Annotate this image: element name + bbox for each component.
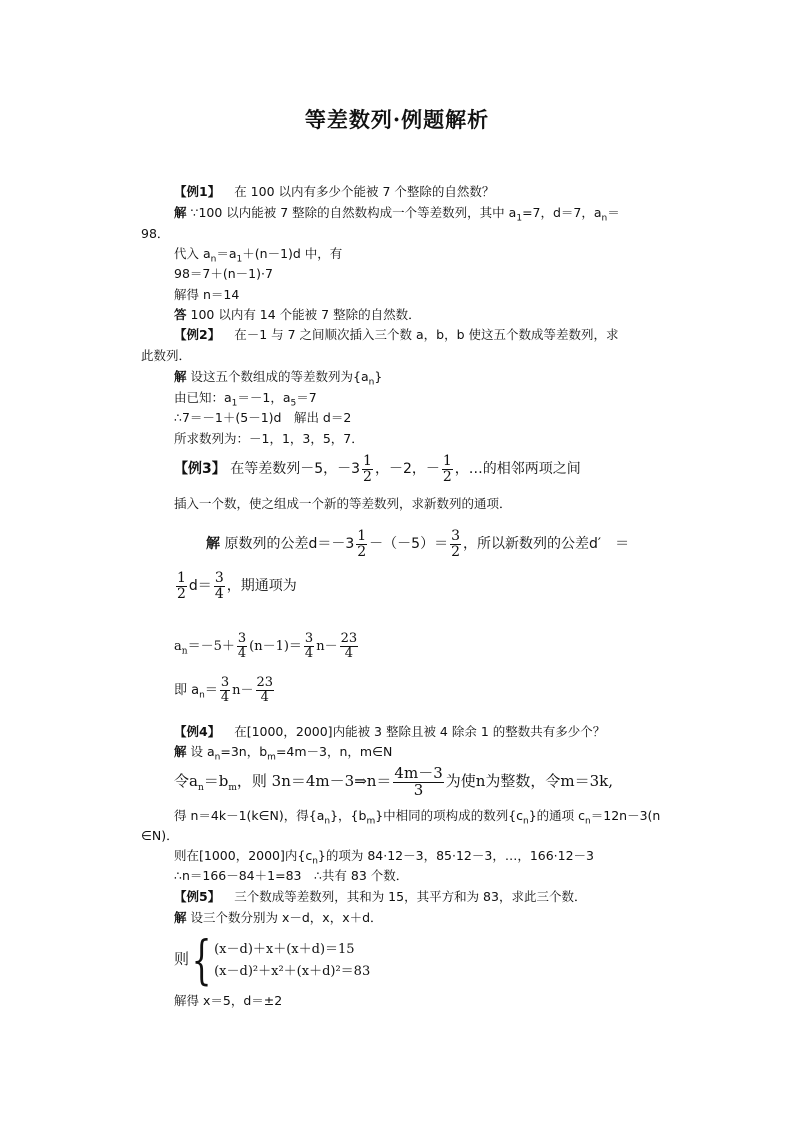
ex3-formula-c: (n－1)＝ <box>249 639 302 654</box>
ex2-solution-line <box>174 369 382 391</box>
ex4-sol-c: =4m－3，n，m∈N <box>275 744 393 759</box>
ex2-derive: ∴7＝－1＋(5－1)d 解出 d＝2 <box>174 410 352 425</box>
ex5-result: 解得 x＝5，d＝±2 <box>174 993 283 1008</box>
ex1-solution-line <box>174 205 620 227</box>
sub: m <box>267 752 276 763</box>
ex2-question: 在－1 与 7 之间顺次插入三个数 a，b，b 使这五个数成等差数列，求 <box>234 327 619 342</box>
ex3-sol-c: ，所以新数列的公差d′ ＝ <box>463 536 630 552</box>
ex3-formula-d: n－ <box>316 639 338 654</box>
ex5-solution-line <box>174 910 383 926</box>
ex3-ji <box>174 672 276 715</box>
ex3-sol-a: 原数列的公差d＝－3 <box>224 536 355 552</box>
sub: n <box>214 752 221 763</box>
ex2-result: 所求数列为：－1，1，3，5，7． <box>174 431 364 446</box>
ex3-tag: 【例3】 <box>174 461 226 477</box>
ex2-sol-close: } <box>374 369 383 384</box>
ex4-sol-a: 设 a <box>190 744 215 759</box>
ex2-known-c: ＝7 <box>296 390 317 405</box>
ex1-equation: 98＝7＋(n－1)·7 <box>174 266 273 281</box>
sub: n <box>210 254 217 265</box>
ex3-q-c: ，…的相邻两项之间 <box>454 461 581 477</box>
ex1-sol-tail2: ＝ <box>607 205 620 220</box>
ex1-question: 在 100 以内有多少个能被 7 个整除的自然数？ <box>234 184 495 199</box>
fraction: $\frac{3}{4}$ <box>304 631 314 661</box>
fraction: $\frac{3}{2}$ <box>451 527 461 560</box>
fraction: $\frac{4m-3}{3}$ <box>394 763 443 799</box>
ex3-formula-a: a <box>174 639 182 654</box>
ex4-solution-line <box>174 744 392 766</box>
ex5-eq1: (x－d)＋x＋(x＋d)＝15 <box>214 941 355 957</box>
ex1-sub-line <box>174 246 342 268</box>
ex1-ans-text: 100 以内有 14 个能被 7 整除的自然数． <box>190 307 421 322</box>
ex5-tag: 【例5】 <box>174 889 221 904</box>
ex3-ji-a: 即 a <box>174 683 200 698</box>
ex4-range-a: 则在[1000，2000]内{c <box>174 848 313 863</box>
ex5-sol-label: 解 <box>174 910 187 925</box>
ex1-sol-label: 解 <box>174 205 187 220</box>
ex4-sol-label: 解 <box>174 744 187 759</box>
ex3-solution-line <box>206 526 629 562</box>
ex4-wrap: ∈N)． <box>141 828 179 843</box>
sub: 1 <box>236 254 243 265</box>
fraction: $\frac{23}{4}$ <box>256 675 274 705</box>
sub: n <box>585 816 591 827</box>
equation-system <box>214 939 370 983</box>
fraction: $\frac{1}{2}$ <box>177 569 186 602</box>
ex4-de-d: }的通项 c <box>528 808 586 823</box>
ex4-de-e: ＝12n－3(n <box>590 808 661 823</box>
sub: 5 <box>290 398 297 409</box>
ex1-sol-text: ∵100 以内能被 7 整除的自然数构成一个等差数列，其中 a <box>190 205 517 220</box>
ex3-question-line <box>174 452 581 486</box>
ex2-known-b: ＝－1，a <box>237 390 291 405</box>
fraction: $\frac{1}{2}$ <box>357 527 367 560</box>
ex3-formula <box>174 628 360 671</box>
ex1-result: 解得 n＝14 <box>174 287 240 302</box>
sub: n <box>181 646 188 657</box>
ex1-sub-b: ＝a <box>216 246 237 261</box>
sub: m <box>228 783 237 793</box>
ex5-question-line <box>174 889 586 905</box>
ex4-ling-c: ，则 3n＝4m－3⇒n＝ <box>236 772 392 790</box>
ex3-wrap: 插入一个数，使之组成一个新的等差数列，求新数列的通项． <box>174 496 512 511</box>
ex4-ling-d: 为使n为整数，令m＝3k, <box>445 772 614 790</box>
ex4-range-b: }的项为 84·12－3，85·12－3，…，166·12－3 <box>317 848 595 863</box>
ex4-ling-a: 令a <box>174 772 198 790</box>
ex1-wrap: 98． <box>141 226 170 241</box>
ex2-wrap: 此数列． <box>141 348 192 363</box>
ex3-q-a: 在等差数列－5，－3 <box>230 461 361 477</box>
ex3-line2-a: d＝ <box>188 578 212 594</box>
fraction: $\frac{3}{4}$ <box>220 675 230 705</box>
ex4-ling-b: ＝b <box>203 772 229 790</box>
fraction: $\frac{3}{4}$ <box>237 631 247 661</box>
ex4-tag: 【例4】 <box>174 724 221 739</box>
ex4-question: 在[1000，2000]内能被 3 整除且被 4 除余 1 的整数共有多少个？ <box>234 724 606 739</box>
ex5-question: 三个数成等差数列，其和为 15，其平方和为 83，求此三个数． <box>234 889 587 904</box>
sub: n <box>601 213 608 224</box>
sub: 1 <box>516 213 523 224</box>
ex1-sol-tail1: =7，d＝7，a <box>522 205 602 220</box>
page-title: 等差数列·例题解析 <box>304 107 490 132</box>
ex3-q-b: ，－2，－ <box>374 461 440 477</box>
ex2-known <box>174 390 317 412</box>
ex4-question-line <box>174 724 605 740</box>
ex2-sol-label: 解 <box>174 369 187 384</box>
ex4-sol-b: =3n，b <box>220 744 268 759</box>
ex5-sol-text: 设三个数分别为 x－d，x，x＋d． <box>190 910 383 925</box>
ex2-sol-text: 设这五个数组成的等差数列为{a <box>190 369 369 384</box>
ex1-answer-line <box>174 307 421 323</box>
ex1-question-line <box>174 184 494 200</box>
ex5-ze: 则 <box>174 950 190 968</box>
sub: m <box>366 816 376 827</box>
ex4-de-a: 得 n＝4k－1(k∈N)，得{a <box>174 808 325 823</box>
ex3-line2-b: ，期通项为 <box>226 578 297 594</box>
ex3-ji-b: ＝ <box>204 683 218 698</box>
ex1-ans-label: 答 <box>174 307 187 322</box>
ex4-de-b: }，{b <box>330 808 367 823</box>
sub: n <box>324 816 331 827</box>
ex2-tag: 【例2】 <box>174 327 221 342</box>
ex3-ji-c: n－ <box>232 683 254 698</box>
ex1-tag: 【例1】 <box>174 184 221 199</box>
ex4-ling-line <box>174 764 613 805</box>
ex2-known-a: 由已知：a <box>174 390 232 405</box>
fraction: $\frac{23}{4}$ <box>340 631 358 661</box>
ex3-sol-label: 解 <box>206 536 220 552</box>
ex4-de-line <box>174 808 660 830</box>
brace-icon: { <box>191 930 212 991</box>
sub: n <box>312 856 318 867</box>
ex1-sub-c: ＋(n－1)d 中，有 <box>242 246 343 261</box>
sub: n <box>197 783 204 793</box>
ex2-question-line <box>174 327 619 343</box>
fraction: $\frac{1}{2}$ <box>442 452 452 485</box>
fraction: $\frac{1}{2}$ <box>363 452 372 485</box>
ex4-range <box>174 848 594 870</box>
ex5-system <box>174 930 371 991</box>
sub: n <box>368 377 375 388</box>
ex4-count: ∴n＝166－84＋1=83 ∴共有 83 个数． <box>174 868 409 883</box>
sub: 1 <box>231 398 238 409</box>
ex4-de-c: }中相同的项构成的数列{c <box>375 808 524 823</box>
sub: n <box>523 816 529 827</box>
ex3-sol-b: －（－5）＝ <box>369 536 449 552</box>
ex5-eq2: (x－d)²＋x²＋(x＋d)²＝83 <box>214 963 371 979</box>
sub: n <box>199 690 205 701</box>
fraction: $\frac{3}{4}$ <box>214 569 224 602</box>
ex3-line2 <box>174 568 297 604</box>
ex1-sub-a: 代入 a <box>174 246 211 261</box>
ex3-formula-b: ＝－5＋ <box>187 639 235 654</box>
